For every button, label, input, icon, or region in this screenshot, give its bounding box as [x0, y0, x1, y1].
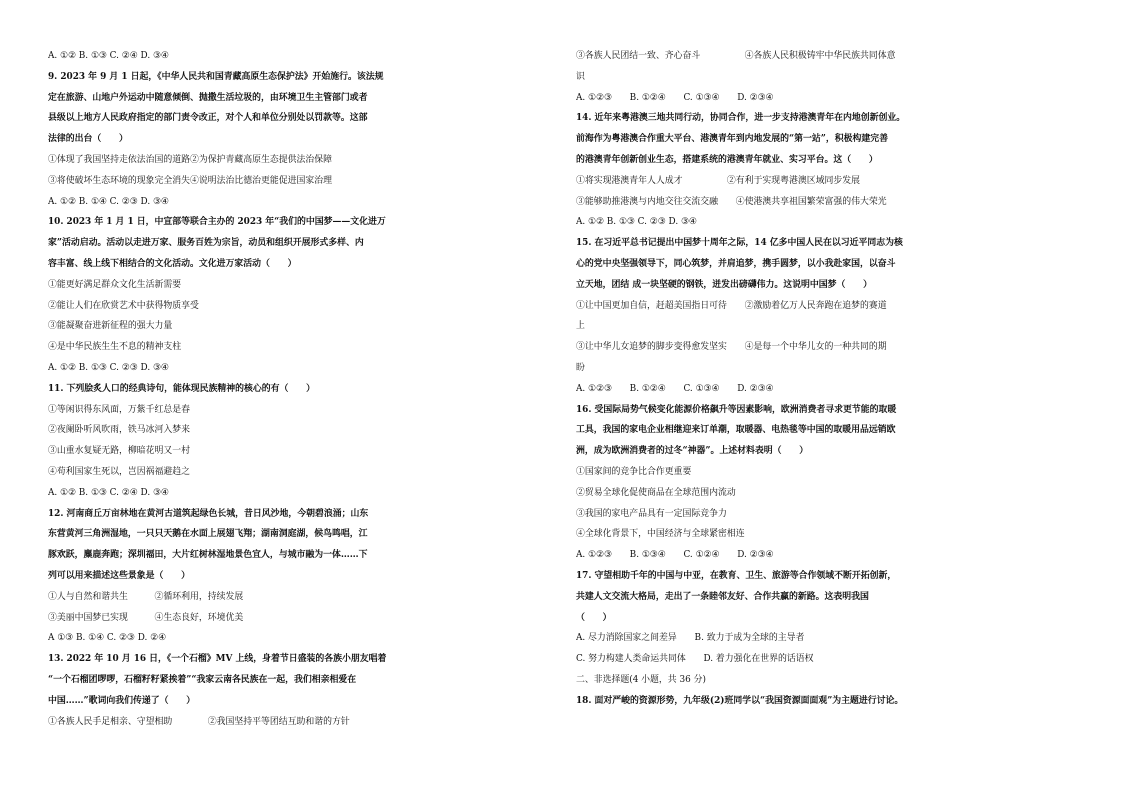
text-line: 10. 2023 年 1 月 1 日，中宣部等联合主办的 2023 年“我们的中国梦——文化进万 [48, 217, 386, 228]
text-line: A. ①② B. ①③ C. ②③ D. ③④ [576, 217, 697, 228]
text-line: 列可以用来描述这些景象是（ ） [48, 570, 190, 581]
text-line: 13. 2022 年 10 月 16 日，《一个石榴》MV 上线，身着节日盛装的各族小朋友唱着 [48, 654, 387, 665]
text-line: 11. 下列脍炙人口的经典诗句，能体现民族精神的核心的有（ ） [48, 383, 316, 394]
text-line: 容丰富、线上线下相结合的文化活动。文化进万家活动（ ） [48, 258, 297, 269]
text-line: （ ） [576, 612, 612, 623]
text-line: A. ①②③ B. ①③④ C. ①②④ D. ②③④ [576, 550, 774, 561]
text-line: ①各族人民手足相亲、守望相助 ②我国坚持平等团结互助和谐的方针 [48, 716, 350, 727]
text-line: 豚欢跃，麋鹿奔跑；深圳福田，大片红树林湿地景色宜人，与城市融为一体……下 [48, 550, 368, 561]
text-line: ③各族人民团结一致、齐心奋斗 ④各族人民积极铸牢中华民族共同体意 [576, 51, 896, 61]
text-line: ④是中华民族生生不息的精神支柱 [48, 342, 182, 353]
text-line: ①等闲识得东风面，万紫千红总是春 [48, 404, 190, 415]
text-line: A ①③ B. ①④ C. ②③ D. ②④ [48, 633, 167, 644]
text-line: 17. 守望相助千年的中国与中亚，在教育、卫生、旅游等合作领域不断开拓创新， [576, 570, 897, 581]
text-line: 家”活动启动。活动以走进万家、服务百姓为宗旨，动员和组织开展形式多样、内 [48, 238, 364, 249]
text-line: ①能更好满足群众文化生活新需要 [48, 279, 182, 290]
text-line: ①国家间的竞争比合作更重要 [576, 466, 692, 477]
text-line: 盼 [576, 362, 585, 373]
text-line: 洲，成为欧洲消费者的过冬“神器”。上述材料表明（ ） [576, 446, 809, 457]
text-line: ①人与自然和谐共生 ②循环利用，持续发展 [48, 591, 244, 602]
text-line: “一个石榴团啰啰，石榴籽籽紧挨着”“我家云南各民族在一起，我们相亲相爱在 [48, 674, 357, 685]
text-line: A. ①② B. ①③ C. ②③ D. ③④ [48, 362, 169, 373]
left-column [48, 46, 548, 732]
text-line: C. 努力构建人类命运共同体 D. 着力强化在世界的话语权 [576, 654, 814, 665]
text-line: ②夜阑卧听风吹雨，铁马冰河入梦来 [48, 425, 190, 436]
text-line: ③能够助推港澳与内地交往交流交融 ④使港澳共享祖国繁荣富强的伟大荣光 [576, 196, 887, 207]
text-line: ①将实现港澳青年人人成才 ②有利于实现粤港澳区域同步发展 [576, 175, 860, 186]
text-line: ②能让人们在欣赏艺术中获得物质享受 [48, 300, 199, 311]
text-line: 识 [576, 71, 585, 82]
text-line: ②贸易全球化促使商品在全球范围内流动 [576, 487, 736, 498]
text-line: 工具，我国的家电企业相继迎来订单潮，取暖器、电热毯等中国的取暖用品远销欧 [576, 425, 896, 436]
right-column [576, 46, 1076, 712]
text-line: 上 [576, 321, 585, 332]
text-line: 15. 在习近平总书记提出中国梦十周年之际，14 亿多中国人民在以习近平同志为核 [576, 238, 903, 249]
text-line: ①体现了我国坚持走依法治国的道路②为保护青藏高原生态提供法治保障 [48, 154, 332, 165]
text-line: 16. 受国际局势气候变化能源价格飙升等因素影响，欧洲消费者寻求更节能的取暖 [576, 404, 897, 415]
text-line: 18. 面对严峻的资源形势，九年级(2)班同学以“我国资源面面观”为主题进行讨论。 [576, 695, 904, 706]
text-line: A. 尽力消除国家之间差异 B. 致力于成为全球的主导者 [576, 633, 805, 644]
text-line: 9. 2023 年 9 月 1 日起，《中华人民共和国青藏高原生态保护法》开始施行。该法规 [48, 71, 384, 82]
text-line: 法律的出台（ ） [48, 134, 128, 145]
text-line: A. ①② B. ①③ C. ②④ D. ③④ [48, 51, 169, 61]
text-line: 心的党中央坚强领导下，同心筑梦，并肩追梦，携手圆梦，以小我赴家国，以奋斗 [576, 258, 896, 269]
text-line: ③让中华儿女追梦的脚步变得愈发坚实 ④是每一个中华儿女的一种共同的期 [576, 342, 887, 353]
text-line: A. ①②③ B. ①②④ C. ①③④ D. ②③④ [576, 383, 774, 394]
text-line: ③将使破坏生态环境的现象完全消失④说明法治比德治更能促进国家治理 [48, 175, 332, 186]
text-line: A. ①② B. ①④ C. ②③ D. ③④ [48, 196, 169, 207]
text-line: ③能凝聚奋进新征程的强大力量 [48, 321, 173, 332]
text-line: 定在旅游、山地户外运动中随意倾倒、抛撒生活垃圾的，由环境卫生主管部门或者 [48, 92, 368, 103]
text-line: 前海作为粤港澳合作重大平台、港澳青年到内地发展的“第一站”，积极构建完善 [576, 134, 888, 145]
text-line: 中国……”歌词向我们传递了（ ） [48, 695, 196, 706]
text-line: 14. 近年来粤港澳三地共同行动，协同合作，进一步支持港澳青年在内地创新创业。 [576, 113, 906, 124]
text-line: ①让中国更加自信，赶超美国指日可待 ②激励着亿万人民奔跑在追梦的赛道 [576, 300, 887, 311]
text-line: 12. 河南商丘万亩林地在黄河古道筑起绿色长城，昔日风沙地，今朝碧浪涌；山东 [48, 508, 369, 519]
text-line: 共建人文交流大格局，走出了一条睦邻友好、合作共赢的新路。这表明我国 [576, 591, 869, 602]
text-line: ③美丽中国梦已实现 ④生态良好，环境优美 [48, 612, 244, 623]
text-line: ③山重水复疑无路，柳暗花明又一村 [48, 446, 190, 457]
text-line: ④全球化背景下，中国经济与全球紧密相连 [576, 529, 745, 540]
text-line: A. ①② B. ①③ C. ②④ D. ③④ [48, 487, 169, 498]
text-line: A. ①②③ B. ①②④ C. ①③④ D. ②③④ [576, 92, 774, 103]
text-line: 立天地，团结 成一块坚硬的钢铁，迸发出磅礴伟力。这说明中国梦（ ） [576, 279, 872, 290]
text-line: 东营黄河三角洲湿地，一只只天鹅在水面上展翅飞翔；湖南洞庭湖，候鸟鸣唱，江 [48, 529, 368, 540]
text-line: 的港澳青年创新创业生态，搭建系统的港澳青年就业、实习平台。这（ ） [576, 154, 878, 165]
text-line: ④苟利国家生死以，岂因祸福避趋之 [48, 466, 190, 477]
text-line: 二、非选择题(4 小题，共 36 分) [576, 674, 706, 685]
text-line: 县级以上地方人民政府指定的部门责令改正，对个人和单位分别处以罚款等。这部 [48, 113, 368, 124]
text-line: ③我国的家电产品具有一定国际竞争力 [576, 508, 727, 519]
